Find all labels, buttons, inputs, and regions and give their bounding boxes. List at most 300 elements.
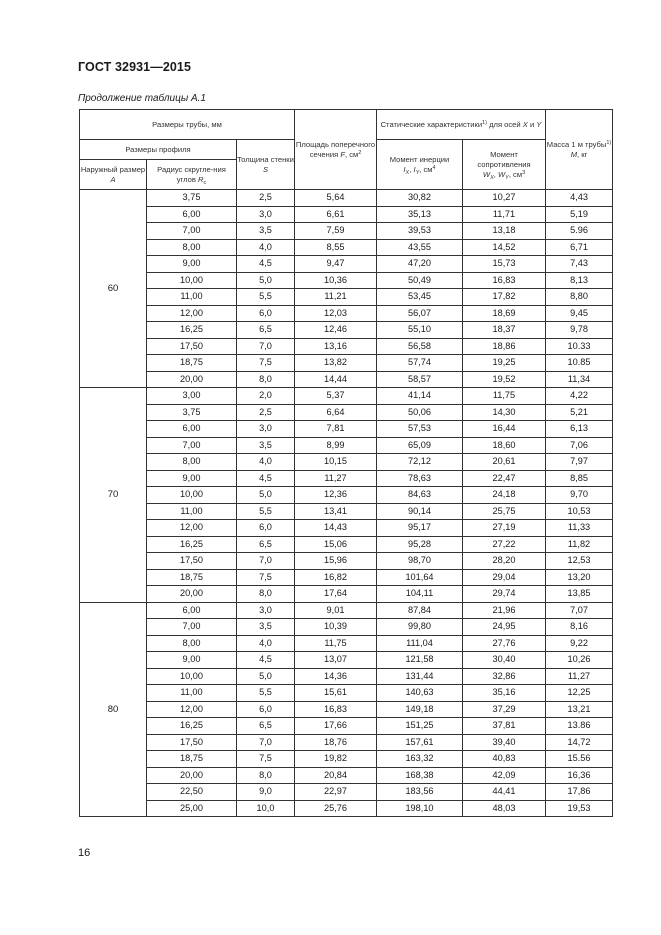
mass-cell: 8,16 (546, 619, 613, 636)
wall-thickness-cell: 4,5 (237, 470, 295, 487)
area-cell: 14,36 (295, 668, 377, 685)
resistance-cell: 27,22 (463, 536, 546, 553)
corner-radius-cell: 6,00 (147, 602, 237, 619)
area-cell: 14,43 (295, 520, 377, 537)
table-row (80, 800, 613, 817)
resistance-cell: 18,69 (463, 305, 546, 322)
wall-thickness-cell: 9,0 (237, 784, 295, 801)
area-cell: 5,64 (295, 190, 377, 207)
table-row (80, 289, 613, 306)
inertia-cell: 43,55 (377, 239, 463, 256)
inertia-cell: 101,64 (377, 569, 463, 586)
corner-radius-cell: 11,00 (147, 503, 237, 520)
header-outer-size (80, 160, 147, 190)
corner-radius-cell: 18,75 (147, 751, 237, 768)
resistance-cell: 21,96 (463, 602, 546, 619)
resistance-cell: 39,40 (463, 734, 546, 751)
resistance-cell: 24,95 (463, 619, 546, 636)
wall-thickness-cell: 3,0 (237, 602, 295, 619)
area-cell: 11,27 (295, 470, 377, 487)
wall-thickness-cell: 7,0 (237, 553, 295, 570)
wall-thickness-cell: 4,5 (237, 256, 295, 273)
table-header (80, 110, 613, 190)
inertia-cell: 84,63 (377, 487, 463, 504)
inertia-cell: 121,58 (377, 652, 463, 669)
area-cell: 20,84 (295, 767, 377, 784)
header-area-unit-power: 2 (358, 149, 362, 156)
corner-radius-cell: 12,00 (147, 701, 237, 718)
table-row (80, 751, 613, 768)
area-cell: 5,37 (295, 388, 377, 405)
inertia-cell: 41,14 (377, 388, 463, 405)
corner-radius-cell: 10,00 (147, 272, 237, 289)
area-cell: 8,99 (295, 437, 377, 454)
inertia-cell: 58,57 (377, 371, 463, 388)
header-mass-text: Масса 1 м трубы (546, 139, 607, 149)
area-cell: 25,76 (295, 800, 377, 817)
resistance-cell: 32,86 (463, 668, 546, 685)
corner-radius-cell: 7,00 (147, 619, 237, 636)
inertia-cell: 53,45 (377, 289, 463, 306)
mass-cell: 11,34 (546, 371, 613, 388)
table-row (80, 190, 613, 207)
inertia-cell: 95,17 (377, 520, 463, 537)
resistance-cell: 13,18 (463, 223, 546, 240)
corner-radius-cell: 17,50 (147, 338, 237, 355)
header-static-characteristics (377, 110, 546, 140)
header-static-axes-prefix: для осей (489, 119, 521, 129)
resistance-cell: 29,74 (463, 586, 546, 603)
inertia-cell: 56,07 (377, 305, 463, 322)
wall-thickness-cell: 4,0 (237, 239, 295, 256)
area-cell: 18,76 (295, 734, 377, 751)
wall-thickness-cell: 5,5 (237, 685, 295, 702)
resistance-cell: 28,20 (463, 553, 546, 570)
header-wall-symbol: S (262, 164, 269, 174)
outer-size-cell: 80 (80, 602, 147, 817)
area-cell: 8,55 (295, 239, 377, 256)
header-inertia-unit-power: 4 (432, 164, 436, 171)
corner-radius-cell: 3,75 (147, 190, 237, 207)
wall-thickness-cell: 3,5 (237, 437, 295, 454)
mass-cell: 19,53 (546, 800, 613, 817)
inertia-cell: 151,25 (377, 718, 463, 735)
mass-cell: 5,19 (546, 206, 613, 223)
corner-radius-cell: 10,00 (147, 487, 237, 504)
corner-radius-cell: 8,00 (147, 635, 237, 652)
area-cell: 10,15 (295, 454, 377, 471)
wall-thickness-cell: 5,0 (237, 272, 295, 289)
area-cell: 6,64 (295, 404, 377, 421)
corner-radius-cell: 6,00 (147, 421, 237, 438)
resistance-cell: 16,83 (463, 272, 546, 289)
wall-thickness-cell: 6,0 (237, 520, 295, 537)
area-cell: 13,82 (295, 355, 377, 372)
mass-cell: 15.56 (546, 751, 613, 768)
inertia-cell: 50,06 (377, 404, 463, 421)
table-row (80, 520, 613, 537)
area-cell: 7,59 (295, 223, 377, 240)
mass-cell: 16,36 (546, 767, 613, 784)
inertia-cell: 149,18 (377, 701, 463, 718)
corner-radius-cell: 12,00 (147, 520, 237, 537)
inertia-cell: 72,12 (377, 454, 463, 471)
table-row (80, 421, 613, 438)
table-row (80, 734, 613, 751)
table-row (80, 487, 613, 504)
inertia-cell: 57,53 (377, 421, 463, 438)
area-cell: 16,83 (295, 701, 377, 718)
table-row (80, 305, 613, 322)
header-area-unit: , см (344, 149, 359, 159)
header-inertia-sub2: Y (415, 169, 420, 176)
corner-radius-cell: 16,25 (147, 718, 237, 735)
header-wall-text: Толщина стенки (237, 154, 294, 164)
inertia-cell: 78,63 (377, 470, 463, 487)
header-inertia-sub1: X (405, 169, 410, 176)
mass-cell: 7,07 (546, 602, 613, 619)
resistance-cell: 10,27 (463, 190, 546, 207)
mass-cell: 12,53 (546, 553, 613, 570)
area-cell: 15,96 (295, 553, 377, 570)
inertia-cell: 90,14 (377, 503, 463, 520)
resistance-cell: 25,75 (463, 503, 546, 520)
inertia-cell: 163,32 (377, 751, 463, 768)
resistance-cell: 18,60 (463, 437, 546, 454)
inertia-cell: 198,10 (377, 800, 463, 817)
inertia-cell: 65,09 (377, 437, 463, 454)
header-area (295, 110, 377, 190)
corner-radius-cell: 9,00 (147, 652, 237, 669)
mass-cell: 9,45 (546, 305, 613, 322)
wall-thickness-cell: 6,5 (237, 322, 295, 339)
mass-cell: 6,71 (546, 239, 613, 256)
mass-cell: 11,82 (546, 536, 613, 553)
resistance-cell: 19,52 (463, 371, 546, 388)
area-cell: 15,06 (295, 536, 377, 553)
inertia-cell: 39,53 (377, 223, 463, 240)
area-cell: 19,82 (295, 751, 377, 768)
wall-thickness-cell: 3,5 (237, 223, 295, 240)
mass-cell: 13,21 (546, 701, 613, 718)
resistance-cell: 27,76 (463, 635, 546, 652)
mass-cell: 13,20 (546, 569, 613, 586)
corner-radius-cell: 16,25 (147, 536, 237, 553)
resistance-cell: 16,44 (463, 421, 546, 438)
inertia-cell: 30,82 (377, 190, 463, 207)
inertia-cell: 87,84 (377, 602, 463, 619)
table-row (80, 602, 613, 619)
corner-radius-cell: 3,75 (147, 404, 237, 421)
corner-radius-cell: 20,00 (147, 586, 237, 603)
mass-cell: 9,78 (546, 322, 613, 339)
mass-cell: 9,70 (546, 487, 613, 504)
resistance-cell: 11,71 (463, 206, 546, 223)
wall-thickness-cell: 7,0 (237, 734, 295, 751)
resistance-cell: 44,41 (463, 784, 546, 801)
wall-thickness-cell: 8,0 (237, 767, 295, 784)
header-resistance-sym2: W (497, 169, 506, 179)
table-row (80, 553, 613, 570)
resistance-cell: 11,75 (463, 388, 546, 405)
resistance-cell: 27,19 (463, 520, 546, 537)
inertia-cell: 35,13 (377, 206, 463, 223)
resistance-cell: 18,86 (463, 338, 546, 355)
table-row (80, 619, 613, 636)
table-row (80, 767, 613, 784)
area-cell: 11,21 (295, 289, 377, 306)
area-cell: 17,64 (295, 586, 377, 603)
resistance-cell: 35,16 (463, 685, 546, 702)
header-resistance (463, 140, 546, 190)
inertia-cell: 47,20 (377, 256, 463, 273)
wall-thickness-cell: 5,0 (237, 668, 295, 685)
wall-thickness-cell: 4,5 (237, 652, 295, 669)
area-cell: 17,66 (295, 718, 377, 735)
wall-thickness-cell: 7,5 (237, 355, 295, 372)
wall-thickness-cell: 2,0 (237, 388, 295, 405)
header-area-symbol: F (340, 149, 345, 159)
outer-size-cell: 60 (80, 190, 147, 388)
corner-radius-cell: 11,00 (147, 289, 237, 306)
table-row (80, 388, 613, 405)
header-resistance-unit-power: 3 (522, 169, 526, 176)
header-outer-text: Наружный размер (80, 164, 146, 174)
area-cell: 12,36 (295, 487, 377, 504)
area-cell: 13,16 (295, 338, 377, 355)
mass-cell: 13.86 (546, 718, 613, 735)
table-row (80, 470, 613, 487)
table-row (80, 355, 613, 372)
header-corner-radius (147, 160, 237, 190)
table-row (80, 569, 613, 586)
corner-radius-cell: 18,75 (147, 355, 237, 372)
wall-thickness-cell: 8,0 (237, 371, 295, 388)
wall-thickness-cell: 3,0 (237, 206, 295, 223)
wall-thickness-cell: 2,5 (237, 404, 295, 421)
table-row (80, 503, 613, 520)
pipe-properties-table (79, 109, 613, 817)
inertia-cell: 95,28 (377, 536, 463, 553)
header-mass-symbol: M (570, 149, 578, 159)
wall-thickness-cell: 7,5 (237, 569, 295, 586)
header-resistance-sub2: Y (505, 174, 509, 181)
inertia-cell: 183,56 (377, 784, 463, 801)
resistance-cell: 42,09 (463, 767, 546, 784)
wall-thickness-cell: 6,0 (237, 305, 295, 322)
header-inertia-sym2: I (413, 164, 416, 174)
wall-thickness-cell: 4,0 (237, 454, 295, 471)
corner-radius-cell: 12,00 (147, 305, 237, 322)
wall-thickness-cell: 7,5 (237, 751, 295, 768)
inertia-cell: 157,61 (377, 734, 463, 751)
area-cell: 22,97 (295, 784, 377, 801)
header-axis-and: и (529, 119, 535, 129)
mass-cell: 13,85 (546, 586, 613, 603)
header-resistance-sub1: X (490, 174, 494, 181)
table-row (80, 437, 613, 454)
header-inertia-text: Момент инерции (389, 154, 450, 164)
wall-thickness-cell: 5,0 (237, 487, 295, 504)
mass-cell: 8,13 (546, 272, 613, 289)
inertia-cell: 55,10 (377, 322, 463, 339)
corner-radius-cell: 10,00 (147, 668, 237, 685)
header-area-text: Площадь поперечного сечения (295, 139, 376, 159)
inertia-cell: 98,70 (377, 553, 463, 570)
area-cell: 6,61 (295, 206, 377, 223)
area-cell: 13,07 (295, 652, 377, 669)
mass-cell: 5,21 (546, 404, 613, 421)
mass-cell: 10.85 (546, 355, 613, 372)
mass-cell: 11,33 (546, 520, 613, 537)
header-axis-x: X (522, 119, 528, 129)
outer-size-cell: 70 (80, 388, 147, 603)
corner-radius-cell: 9,00 (147, 256, 237, 273)
mass-cell: 6,13 (546, 421, 613, 438)
corner-radius-cell: 7,00 (147, 437, 237, 454)
resistance-cell: 48,03 (463, 800, 546, 817)
table-row (80, 256, 613, 273)
table-row (80, 223, 613, 240)
mass-cell: 11,27 (546, 668, 613, 685)
inertia-cell: 131,44 (377, 668, 463, 685)
corner-radius-cell: 9,00 (147, 470, 237, 487)
inertia-cell: 140,63 (377, 685, 463, 702)
table-row (80, 272, 613, 289)
header-profile-sizes: Размеры профиля (80, 140, 237, 160)
wall-thickness-cell: 8,0 (237, 586, 295, 603)
corner-radius-cell: 7,00 (147, 223, 237, 240)
inertia-cell: 104,11 (377, 586, 463, 603)
header-wall-thickness (237, 140, 295, 190)
table-row (80, 701, 613, 718)
header-outer-symbol: A (110, 174, 116, 184)
inertia-cell: 57,74 (377, 355, 463, 372)
header-static-note: 1) (482, 119, 487, 126)
resistance-cell: 14,52 (463, 239, 546, 256)
corner-radius-cell: 18,75 (147, 569, 237, 586)
table-row (80, 635, 613, 652)
mass-cell: 5.96 (546, 223, 613, 240)
resistance-cell: 18,37 (463, 322, 546, 339)
table-row (80, 239, 613, 256)
area-cell: 13,41 (295, 503, 377, 520)
corner-radius-cell: 20,00 (147, 767, 237, 784)
wall-thickness-cell: 2,5 (237, 190, 295, 207)
area-cell: 7,81 (295, 421, 377, 438)
inertia-cell: 99,80 (377, 619, 463, 636)
table-row (80, 536, 613, 553)
table-row (80, 685, 613, 702)
resistance-cell: 37,29 (463, 701, 546, 718)
resistance-cell: 22,47 (463, 470, 546, 487)
corner-radius-cell: 16,25 (147, 322, 237, 339)
area-cell: 12,46 (295, 322, 377, 339)
inertia-cell: 168,38 (377, 767, 463, 784)
corner-radius-cell: 3,00 (147, 388, 237, 405)
table-body (80, 190, 613, 817)
area-cell: 16,82 (295, 569, 377, 586)
header-axis-y: Y (536, 119, 542, 129)
table-row (80, 206, 613, 223)
resistance-cell: 30,40 (463, 652, 546, 669)
area-cell: 10,36 (295, 272, 377, 289)
header-corner-symbol: R (198, 174, 204, 184)
document-code: ГОСТ 32931—2015 (78, 60, 192, 74)
resistance-cell: 37,81 (463, 718, 546, 735)
mass-cell: 10,26 (546, 652, 613, 669)
inertia-cell: 56,58 (377, 338, 463, 355)
table-continuation-caption: Продолжение таблицы А.1 (78, 93, 206, 104)
table-row (80, 718, 613, 735)
resistance-cell: 40,83 (463, 751, 546, 768)
mass-cell: 7,43 (546, 256, 613, 273)
wall-thickness-cell: 4,0 (237, 635, 295, 652)
corner-radius-cell: 11,00 (147, 685, 237, 702)
header-static-text: Статические характеристики (380, 119, 483, 129)
header-inertia (377, 140, 463, 190)
wall-thickness-cell: 5,5 (237, 289, 295, 306)
header-mass-note: 1) (606, 139, 612, 146)
resistance-cell: 20,61 (463, 454, 546, 471)
wall-thickness-cell: 6,0 (237, 701, 295, 718)
header-resistance-sep: , (493, 169, 498, 179)
header-inertia-sym1: I (403, 164, 406, 174)
page-number: 16 (78, 847, 91, 859)
table-row (80, 784, 613, 801)
corner-radius-cell: 17,50 (147, 553, 237, 570)
wall-thickness-cell: 3,5 (237, 619, 295, 636)
corner-radius-cell: 20,00 (147, 371, 237, 388)
header-mass-unit: , кг (577, 149, 588, 159)
header-pipe-sizes: Размеры трубы, мм (80, 110, 295, 140)
header-inertia-unit: , см (419, 164, 433, 174)
area-cell: 9,47 (295, 256, 377, 273)
table-row (80, 371, 613, 388)
mass-cell: 17,86 (546, 784, 613, 801)
inertia-cell: 111,04 (377, 635, 463, 652)
mass-cell: 14,72 (546, 734, 613, 751)
inertia-cell: 50,49 (377, 272, 463, 289)
table-row (80, 586, 613, 603)
corner-radius-cell: 6,00 (147, 206, 237, 223)
resistance-cell: 15,73 (463, 256, 546, 273)
area-cell: 9,01 (295, 602, 377, 619)
mass-cell: 12,25 (546, 685, 613, 702)
corner-radius-cell: 8,00 (147, 454, 237, 471)
header-resistance-sym1: W (482, 169, 491, 179)
table-row (80, 454, 613, 471)
header-mass (546, 110, 613, 190)
area-cell: 12,03 (295, 305, 377, 322)
area-cell: 10,39 (295, 619, 377, 636)
area-cell: 11,75 (295, 635, 377, 652)
corner-radius-cell: 25,00 (147, 800, 237, 817)
mass-cell: 10.33 (546, 338, 613, 355)
table-row (80, 338, 613, 355)
table-row (80, 322, 613, 339)
header-corner-sub: c (203, 179, 207, 186)
wall-thickness-cell: 3,0 (237, 421, 295, 438)
table-row (80, 668, 613, 685)
mass-cell: 7,97 (546, 454, 613, 471)
wall-thickness-cell: 6,5 (237, 536, 295, 553)
corner-radius-cell: 8,00 (147, 239, 237, 256)
mass-cell: 4,43 (546, 190, 613, 207)
mass-cell: 8,85 (546, 470, 613, 487)
mass-cell: 4,22 (546, 388, 613, 405)
header-corner-text: Радиус скругле-ния углов (157, 164, 226, 184)
